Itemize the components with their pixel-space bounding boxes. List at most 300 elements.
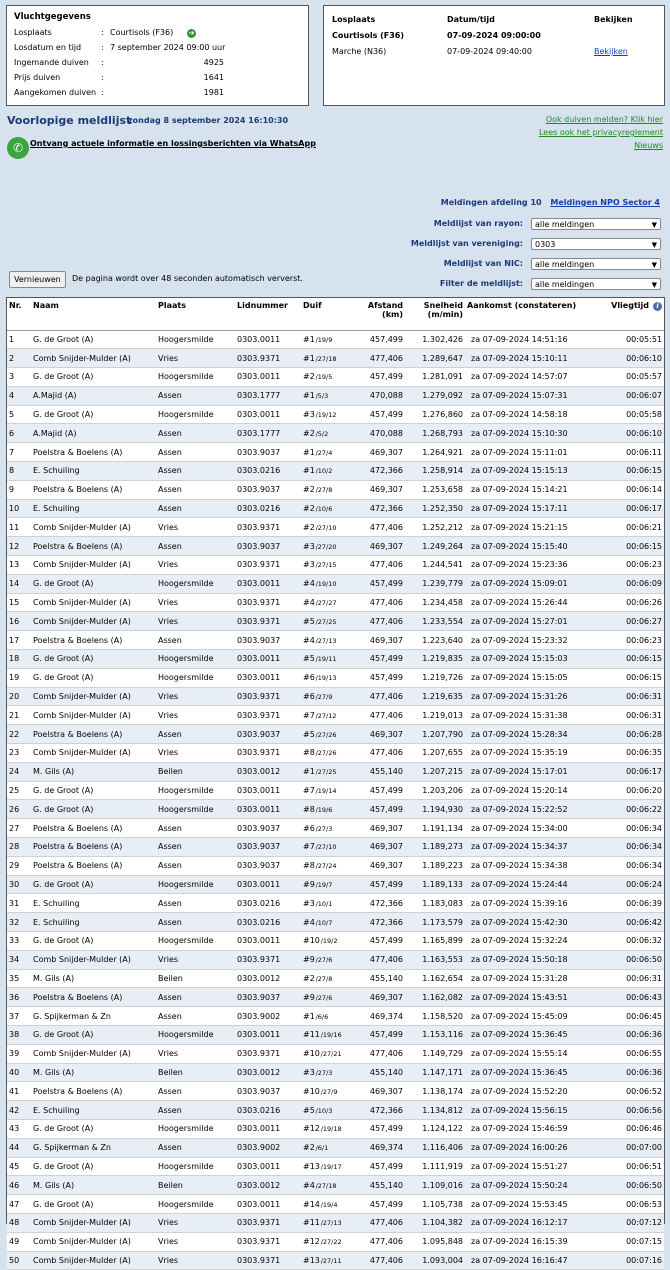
release-header-place: Losplaats [332,15,376,24]
cell-duif [301,537,353,556]
cell-naam: Poelstra & Boelens (A) [31,819,156,838]
cell-plaats: Hoogersmilde [156,1119,235,1138]
cell-nr: 9 [7,480,31,499]
filter-row [401,238,661,251]
table-row [7,1007,664,1026]
chevron-down-icon: ▼ [651,221,657,229]
flight-row [14,41,304,55]
cell-nr: 21 [7,706,31,725]
filter-row [401,258,661,271]
cell-lidnummer: 0303.1777 [235,386,301,405]
duif-number: #11 [303,1030,320,1040]
duif-ratio: /19/5 [315,373,333,382]
cell-duif [301,725,353,744]
table-row [7,368,664,387]
cell-naam: G. de Groot (A) [31,1157,156,1176]
cell-lidnummer: 0303.0012 [235,969,301,988]
cell-lidnummer: 0303.0216 [235,894,301,913]
cell-afstand: 457,499 [353,1195,405,1214]
cell-aankomst: za 07-09-2024 15:31:26 [465,687,591,706]
cell-vliegtijd: 00:06:21 [591,518,664,537]
cell-afstand: 469,307 [353,856,405,875]
duif-number: #7 [303,842,315,852]
duif-ratio: /19/7 [315,881,333,889]
duif-number: #9 [303,992,315,1002]
table-row [7,1082,664,1101]
cell-vliegtijd: 00:06:36 [591,1025,664,1044]
cell-aankomst: za 07-09-2024 14:51:16 [465,330,591,349]
cell-aankomst: za 07-09-2024 15:50:24 [465,1176,591,1195]
cell-vliegtijd: 00:06:31 [591,687,664,706]
cell-duif [301,1157,353,1176]
cell-nr: 5 [7,405,31,424]
filter-select[interactable] [531,238,661,250]
cell-afstand: 455,140 [353,969,405,988]
cell-lidnummer: 0303.9037 [235,856,301,875]
colon: : [101,88,104,97]
cell-plaats: Beilen [156,1063,235,1082]
table-row [7,518,664,537]
cell-naam: G. de Groot (A) [31,932,156,951]
cell-aankomst: za 07-09-2024 15:50:18 [465,950,591,969]
cell-aankomst: za 07-09-2024 15:23:36 [465,556,591,575]
cell-snelheid: 1.219,013 [405,706,465,725]
cell-vliegtijd: 00:06:15 [591,650,664,669]
cell-afstand: 477,406 [353,706,405,725]
cell-lidnummer: 0303.9371 [235,1251,301,1270]
table-row [7,988,664,1007]
cell-nr: 27 [7,819,31,838]
chevron-down-icon: ▼ [651,281,657,289]
cell-naam: Poelstra & Boelens (A) [31,537,156,556]
col-snelheid [405,298,465,330]
duif-ratio: /19/9 [315,335,333,344]
cell-duif [301,1176,353,1195]
cell-vliegtijd: 00:07:15 [591,1232,664,1251]
col-duif: Duif [301,298,353,330]
cell-nr: 23 [7,744,31,763]
cell-nr: 40 [7,1063,31,1082]
cell-vliegtijd: 00:06:34 [591,856,664,875]
cell-duif [301,1138,353,1157]
cell-snelheid: 1.147,171 [405,1063,465,1082]
table-row [7,950,664,969]
duif-number: #4 [303,917,315,927]
duif-number: #3 [303,898,315,908]
duif-ratio: /27/9 [315,693,333,702]
table-row [7,1213,664,1232]
cell-afstand: 457,499 [353,330,405,349]
cell-vliegtijd: 00:06:17 [591,762,664,781]
filter-value: alle meldingen [535,220,595,229]
cell-vliegtijd: 00:06:07 [591,386,664,405]
duif-number: #3 [303,1067,315,1077]
cell-plaats: Hoogersmilde [156,800,235,819]
cell-naam: Comb Snijder-Mulder (A) [31,556,156,575]
duif-number: #8 [303,861,315,871]
duif-ratio: /27/4 [315,448,333,457]
cell-naam: Comb Snijder-Mulder (A) [31,1044,156,1063]
col-afstand [353,298,405,330]
refresh-button[interactable]: Vernieuwen [9,271,66,288]
cell-afstand: 457,499 [353,1119,405,1138]
cell-duif [301,1119,353,1138]
cell-lidnummer: 0303.9037 [235,988,301,1007]
cell-duif [301,913,353,932]
cell-lidnummer: 0303.9037 [235,537,301,556]
cell-snelheid: 1.173,579 [405,913,465,932]
cell-lidnummer: 0303.0011 [235,1195,301,1214]
cell-snelheid: 1.124,122 [405,1119,465,1138]
duif-ratio: /27/10 [315,523,337,532]
flight-details-title: Vluchtgegevens [14,12,91,22]
flight-row-value: Courtisols (F36) [110,28,174,37]
duif-number: #1 [303,391,315,401]
duif-ratio: /27/6 [315,956,333,965]
cell-lidnummer: 0303.9037 [235,631,301,650]
cell-afstand: 469,307 [353,819,405,838]
cell-snelheid: 1.252,350 [405,499,465,518]
cell-naam: Comb Snijder-Mulder (A) [31,950,156,969]
flight-row-label: Aangekomen duiven [14,88,97,97]
duif-number: #3 [303,560,315,570]
cell-lidnummer: 0303.0011 [235,330,301,349]
cell-vliegtijd: 00:06:51 [591,1157,664,1176]
cell-lidnummer: 0303.9371 [235,556,301,575]
cell-snelheid: 1.258,914 [405,462,465,481]
cell-snelheid: 1.249,264 [405,537,465,556]
cell-afstand: 472,366 [353,913,405,932]
cell-snelheid: 1.233,554 [405,612,465,631]
cell-naam: E. Schuiling [31,499,156,518]
cell-naam: G. de Groot (A) [31,800,156,819]
cell-naam: G. de Groot (A) [31,668,156,687]
table-row [7,593,664,612]
cell-plaats: Hoogersmilde [156,650,235,669]
cell-vliegtijd: 00:07:00 [591,1138,664,1157]
cell-aankomst: za 07-09-2024 15:15:40 [465,537,591,556]
duif-number: #1 [303,334,315,344]
table-row [7,1138,664,1157]
cell-vliegtijd: 00:06:20 [591,781,664,800]
duif-ratio: /27/26 [315,730,337,739]
duif-number: #2 [303,522,315,532]
cell-plaats: Vries [156,518,235,537]
cell-lidnummer: 0303.9371 [235,1232,301,1251]
flight-row-value: 1641 [203,73,224,82]
cell-afstand: 477,406 [353,950,405,969]
table-row [7,913,664,932]
cell-vliegtijd: 00:06:53 [591,1195,664,1214]
flight-row [14,86,304,100]
release-view-link[interactable]: Bekijken [594,47,628,56]
flight-row-label: Prijs duiven [14,73,61,82]
table-row [7,856,664,875]
npo-sector-link[interactable]: Meldingen NPO Sector 4 [550,198,660,207]
cell-nr: 41 [7,1082,31,1101]
duif-ratio: /27/13 [320,1219,342,1228]
cell-afstand: 457,499 [353,800,405,819]
cell-duif [301,1232,353,1251]
cell-naam: M. Gils (A) [31,1176,156,1195]
cell-lidnummer: 0303.0012 [235,762,301,781]
cell-afstand: 470,088 [353,424,405,443]
cell-afstand: 477,406 [353,1251,405,1270]
cell-aankomst: za 07-09-2024 16:16:47 [465,1251,591,1270]
cell-vliegtijd: 00:05:51 [591,330,664,349]
table-row [7,1176,664,1195]
cell-aankomst: za 07-09-2024 14:57:07 [465,368,591,387]
cell-aankomst: za 07-09-2024 15:43:51 [465,988,591,1007]
whatsapp-icon[interactable]: ✆ [7,137,29,159]
duif-ratio: /27/20 [315,542,337,551]
cell-snelheid: 1.276,860 [405,405,465,424]
cell-nr: 1 [7,330,31,349]
cell-nr: 10 [7,499,31,518]
table-row [7,480,664,499]
cell-lidnummer: 0303.9371 [235,349,301,368]
duif-number: #1 [303,466,315,476]
cell-plaats: Hoogersmilde [156,932,235,951]
results-table [6,297,665,1265]
cell-naam: M. Gils (A) [31,969,156,988]
table-row [7,1251,664,1270]
cell-vliegtijd: 00:06:26 [591,593,664,612]
duif-number: #11 [303,1218,320,1228]
cell-plaats: Hoogersmilde [156,330,235,349]
cell-snelheid: 1.219,835 [405,650,465,669]
duif-number: #2 [303,428,315,438]
filter-row [401,218,661,231]
duif-number: #3 [303,410,315,420]
cell-duif [301,1101,353,1120]
arrow-right-icon[interactable]: ➜ [188,29,195,37]
cell-afstand: 477,406 [353,1044,405,1063]
cell-afstand: 469,307 [353,537,405,556]
duif-number: #10 [303,936,320,946]
filter-select[interactable] [531,258,661,270]
cell-lidnummer: 0303.1777 [235,424,301,443]
cell-plaats: Assen [156,443,235,462]
table-row [7,668,664,687]
table-row [7,1232,664,1251]
table-row [7,1119,664,1138]
cell-naam: G. de Groot (A) [31,405,156,424]
cell-nr: 28 [7,838,31,857]
cell-vliegtijd: 00:06:23 [591,556,664,575]
cell-aankomst: za 07-09-2024 15:31:38 [465,706,591,725]
cell-afstand: 457,499 [353,1025,405,1044]
cell-naam: Comb Snijder-Mulder (A) [31,706,156,725]
cell-afstand: 455,140 [353,762,405,781]
release-row-datetime: 07-09-2024 09:40:00 [447,47,532,56]
cell-snelheid: 1.289,647 [405,349,465,368]
cell-nr: 7 [7,443,31,462]
duif-ratio: /27/25 [315,617,337,626]
cell-snelheid: 1.219,635 [405,687,465,706]
table-row [7,537,664,556]
filter-select[interactable] [531,218,661,230]
cell-nr: 26 [7,800,31,819]
cell-nr: 44 [7,1138,31,1157]
cell-plaats: Vries [156,1232,235,1251]
cell-lidnummer: 0303.9371 [235,518,301,537]
cell-duif [301,932,353,951]
table-row [7,443,664,462]
cell-aankomst: za 07-09-2024 15:15:13 [465,462,591,481]
filter-select[interactable] [531,278,661,290]
flight-details-panel [6,5,309,106]
report-pigeons-link[interactable]: Ook duiven melden? Klik hier [545,115,663,124]
cell-vliegtijd: 00:06:32 [591,932,664,951]
refresh-note: De pagina wordt over 48 seconden automatisch ververst. [72,274,303,283]
col-lidnummer: Lidnummer [235,298,301,330]
cell-snelheid: 1.138,174 [405,1082,465,1101]
duif-number: #7 [303,710,315,720]
duif-number: #13 [303,1255,320,1265]
cell-afstand: 472,366 [353,462,405,481]
duif-number: #9 [303,880,315,889]
cell-lidnummer: 0303.0011 [235,1025,301,1044]
cell-vliegtijd: 00:06:15 [591,668,664,687]
info-icon[interactable]: i [653,302,662,311]
cell-afstand: 457,499 [353,368,405,387]
cell-snelheid: 1.302,426 [405,330,465,349]
cell-plaats: Assen [156,913,235,932]
cell-aankomst: za 07-09-2024 15:32:24 [465,932,591,951]
cell-snelheid: 1.109,016 [405,1176,465,1195]
cell-snelheid: 1.252,212 [405,518,465,537]
colon: : [101,43,104,52]
cell-afstand: 469,307 [353,725,405,744]
cell-naam: E. Schuiling [31,913,156,932]
table-row [7,405,664,424]
cell-duif [301,405,353,424]
cell-snelheid: 1.095,848 [405,1232,465,1251]
duif-number: #4 [303,635,315,645]
privacy-link[interactable]: Lees ook het privacyreglement [538,128,663,137]
cell-vliegtijd: 00:06:56 [591,1101,664,1120]
cell-duif [301,1025,353,1044]
cell-aankomst: za 07-09-2024 15:34:00 [465,819,591,838]
cell-nr: 47 [7,1195,31,1214]
cell-vliegtijd: 00:06:10 [591,349,664,368]
duif-number: #2 [303,485,315,495]
cell-vliegtijd: 00:06:15 [591,537,664,556]
cell-duif [301,499,353,518]
cell-duif [301,1063,353,1082]
cell-vliegtijd: 00:06:36 [591,1063,664,1082]
cell-afstand: 472,366 [353,499,405,518]
cell-duif [301,593,353,612]
cell-aankomst: za 07-09-2024 15:34:37 [465,838,591,857]
cell-lidnummer: 0303.0011 [235,405,301,424]
cell-naam: Poelstra & Boelens (A) [31,480,156,499]
table-row [7,687,664,706]
cell-naam: Comb Snijder-Mulder (A) [31,1251,156,1270]
filter-value: alle meldingen [535,280,595,289]
cell-duif [301,781,353,800]
cell-aankomst: za 07-09-2024 15:15:03 [465,650,591,669]
cell-nr: 20 [7,687,31,706]
cell-naam: G. de Groot (A) [31,781,156,800]
duif-number: #12 [303,1237,320,1247]
cell-lidnummer: 0303.0216 [235,499,301,518]
cell-nr: 42 [7,1101,31,1120]
duif-ratio: /19/16 [320,1031,342,1040]
cell-duif [301,687,353,706]
duif-ratio: /5/2 [315,429,329,438]
cell-lidnummer: 0303.0011 [235,1119,301,1138]
cell-afstand: 457,499 [353,875,405,894]
cell-snelheid: 1.163,553 [405,950,465,969]
duif-ratio: /10/7 [315,918,333,927]
cell-naam: A.Majid (A) [31,386,156,405]
cell-aankomst: za 07-09-2024 15:14:21 [465,480,591,499]
cell-afstand: 477,406 [353,687,405,706]
cell-aankomst: za 07-09-2024 16:15:39 [465,1232,591,1251]
cell-afstand: 455,140 [353,1063,405,1082]
duif-ratio: /27/18 [315,1181,337,1190]
cell-aankomst: za 07-09-2024 15:10:11 [465,349,591,368]
duif-ratio: /19/17 [320,1162,342,1171]
cell-lidnummer: 0303.0012 [235,1176,301,1195]
cell-duif [301,386,353,405]
cell-plaats: Hoogersmilde [156,1025,235,1044]
duif-ratio: /27/3 [315,1068,333,1077]
department-reports-link[interactable]: Meldingen afdeling 10 [440,198,542,207]
cell-aankomst: za 07-09-2024 15:39:16 [465,894,591,913]
cell-naam: Comb Snijder-Mulder (A) [31,1232,156,1251]
table-row [7,1157,664,1176]
table-row [7,762,664,781]
cell-duif [301,650,353,669]
cell-naam: E. Schuiling [31,1101,156,1120]
table-row [7,574,664,593]
cell-plaats: Hoogersmilde [156,668,235,687]
cell-snelheid: 1.207,655 [405,744,465,763]
cell-afstand: 469,307 [353,838,405,857]
duif-ratio: /27/24 [315,862,337,871]
whatsapp-link[interactable]: Ontvang actuele informatie en lossingsberichten via WhatsApp [30,139,316,148]
cell-aankomst: za 07-09-2024 15:15:05 [465,668,591,687]
cell-plaats: Vries [156,950,235,969]
cell-naam: Comb Snijder-Mulder (A) [31,349,156,368]
cell-vliegtijd: 00:06:24 [591,875,664,894]
duif-ratio: /27/21 [320,1050,342,1059]
table-row [7,556,664,575]
cell-lidnummer: 0303.9371 [235,744,301,763]
cell-vliegtijd: 00:06:17 [591,499,664,518]
cell-aankomst: za 07-09-2024 16:12:17 [465,1213,591,1232]
cell-afstand: 477,406 [353,349,405,368]
cell-lidnummer: 0303.0011 [235,668,301,687]
cell-vliegtijd: 00:06:42 [591,913,664,932]
duif-ratio: /27/8 [315,486,333,495]
cell-duif [301,368,353,387]
cell-lidnummer: 0303.9371 [235,612,301,631]
duif-ratio: /27/9 [320,1087,338,1096]
cell-vliegtijd: 00:06:50 [591,950,664,969]
cell-afstand: 472,366 [353,894,405,913]
cell-afstand: 477,406 [353,744,405,763]
cell-plaats: Vries [156,1251,235,1270]
cell-lidnummer: 0303.0011 [235,1157,301,1176]
col-snelheid-label: Snelheid [423,301,463,310]
cell-plaats: Hoogersmilde [156,1157,235,1176]
cell-duif [301,424,353,443]
news-link[interactable]: Nieuws [634,141,663,150]
